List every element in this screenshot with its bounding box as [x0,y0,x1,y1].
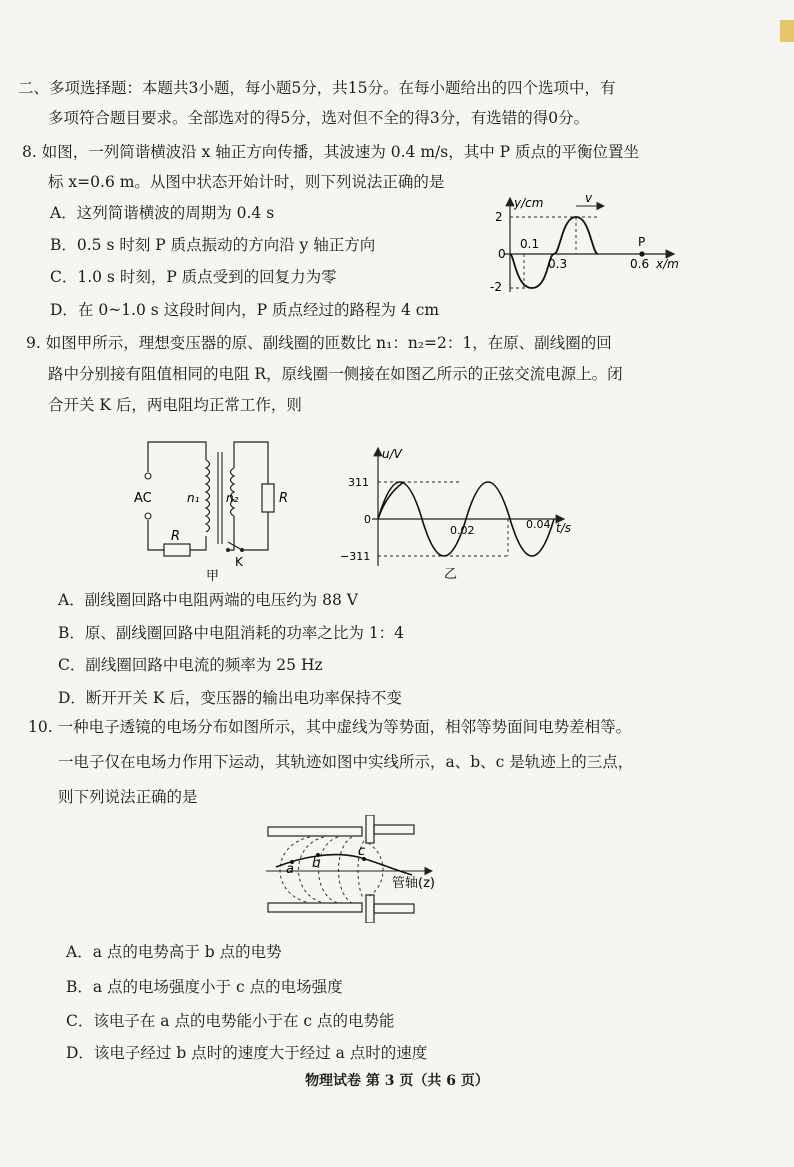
q10-option-c: C．该电子在 a 点的电势能小于在 c 点的电势能 [66,1012,395,1030]
q10-axis-label: 管轴(z) [392,876,435,891]
q10-label-a: a [286,862,294,877]
q10-option-b: B．a 点的电场强度小于 c 点的电场强度 [66,978,343,996]
q9-ac-label: AC [134,491,152,506]
q9-n1-label: n₁ [187,491,200,505]
q9-circuit-diagram [128,432,308,582]
q9-graph-x-tick-0.04: 0.04 [526,518,551,531]
q9-graph-y-tick-0: 0 [364,513,371,526]
q9-n2-label: n₂ [226,491,239,505]
q9-switch-label: K [235,555,243,569]
q8-x-tick-0.3: 0.3 [548,257,568,271]
q9-graph-y-axis-label: u/V [382,447,402,461]
q10-stem-line2: 一电子仅在电场力作用下运动，其轨迹如图中实线所示，a、b、c 是轨迹上的三点， [58,753,634,771]
q8-wave-curve [510,217,598,288]
q8-option-c: C．1.0 s 时刻，P 质点受到的回复力为零 [50,268,337,286]
q10-electron-lens-figure [262,815,452,923]
q10-stem-line3: 则下列说法正确的是 [58,788,198,806]
q8-option-d: D．在 0~1.0 s 这段时间内，P 质点经过的路程为 4 cm [50,301,440,319]
q8-stem-line2: 标 x=0.6 m。从图中状态开始计时，则下列说法正确的是 [48,173,445,191]
q10-stem-line1: 10. 一种电子透镜的电场分布如图所示，其中虚线为等势面，相邻等势面间电势差相等。 [28,718,632,736]
q9-option-c: C．副线圈回路中电流的频率为 25 Hz [58,656,323,674]
q8-y-axis-label: y/cm [514,196,544,210]
q9-option-d: D．断开开关 K 后，变压器的输出电功率保持不变 [58,689,402,707]
q9-graph-y-tick-311: 311 [348,476,369,489]
q10-electron-trajectory [276,855,412,875]
q9-graph-y-tick-neg311: −311 [340,550,371,563]
q8-velocity-label: v [585,192,593,205]
q9-option-a: A．副线圈回路中电阻两端的电压约为 88 V [58,591,358,609]
q9-voltage-graph [332,442,582,582]
q9-secondary-resistor [262,484,274,512]
q8-point-p-label: P [638,235,646,249]
q9-graph-x-tick-0.02: 0.02 [450,524,475,537]
q9-circuit-caption: 甲 [206,569,220,582]
q8-y-tick-2: 2 [495,210,503,224]
q9-option-b: B．原、副线圈回路中电阻消耗的功率之比为 1：4 [58,624,405,642]
q10-option-a: A．a 点的电势高于 b 点的电势 [66,943,282,961]
q10-label-c: c [358,844,366,859]
q8-stem-line1: 8. 如图，一列简谐横波沿 x 轴正方向传播，其波速为 0.4 m/s，其中 P 质点的平衡位置坐 [22,143,639,161]
q8-x-axis-label: x/m [656,257,679,271]
q9-stem-line3: 合开关 K 后，两电阻均正常工作，则 [48,396,302,414]
q8-option-b: B．0.5 s 时刻 P 质点振动的方向沿 y 轴正方向 [50,236,376,254]
section-instruction-line2: 多项符合题目要求。全部选对的得5分，选对但不全的得3分，有选错的得0分。 [48,109,590,127]
page-corner-tab [780,20,794,42]
section-instruction-line1: 二、多项选择题：本题共3小题，每小题5分，共15分。在每小题给出的四个选项中，有 [18,79,616,97]
q8-x-tick-0.6: 0.6 [630,257,650,271]
q8-wave-figure [476,192,686,302]
q9-graph-x-axis-label: t/s [556,521,571,535]
q9-stem-line2: 路中分别接有阻值相同的电阻 R，原线圈一侧接在如图乙所示的正弦交流电源上。闭 [48,365,623,383]
q8-y-tick-0: 0 [498,247,506,261]
q9-primary-resistor [164,544,190,556]
q10-label-b: b [312,856,321,871]
q9-switch [228,542,242,550]
q9-graph-caption: 乙 [444,567,458,582]
q9-r-secondary-label: R [279,491,289,506]
q8-y-tick-neg2: -2 [490,280,502,294]
page-footer: 物理试卷 第 3 页（共 6 页） [305,1073,489,1089]
q8-option-a: A．这列简谐横波的周期为 0.4 s [50,204,275,222]
q9-stem-line1: 9. 如图甲所示，理想变压器的原、副线圈的匝数比 n₁：n₂=2：1，在原、副线圈的回 [26,334,612,352]
q9-primary-coil [206,460,210,532]
q8-x-tick-0.1: 0.1 [520,237,540,251]
q10-option-d: D．该电子经过 b 点时的速度大于经过 a 点时的速度 [66,1044,428,1062]
q9-r-primary-label: R [171,529,181,544]
q8-point-p [639,251,644,256]
